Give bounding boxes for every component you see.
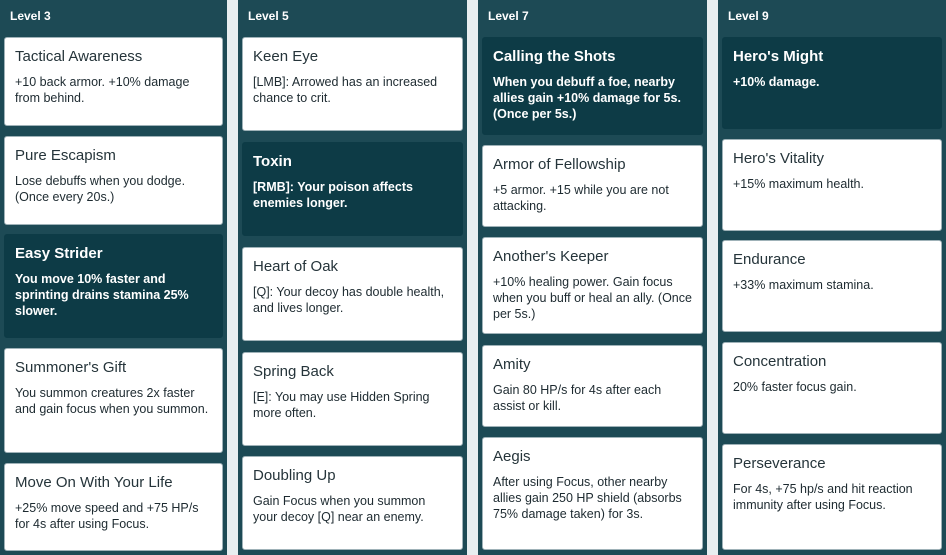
talent-card-tactical-awareness[interactable]: [4, 37, 223, 126]
talent-card-toxin[interactable]: [242, 142, 463, 236]
talent-card-heros-might[interactable]: [722, 37, 942, 129]
talent-card-endurance[interactable]: [722, 240, 942, 332]
talent-name: Toxin: [253, 153, 292, 170]
talent-description: +10 back armor. +10% damage from behind.: [15, 75, 190, 105]
level-column: [238, 0, 467, 555]
talent-description: +33% maximum stamina.: [733, 278, 874, 292]
talent-description: 20% faster focus gain.: [733, 380, 857, 394]
talent-description: [Q]: Your decoy has double health, and lives longer.: [253, 285, 445, 315]
talent-card-aegis[interactable]: [482, 437, 703, 550]
talent-description: [LMB]: Arrowed has an increased chance to crit.: [253, 75, 438, 105]
talent-name: Keen Eye: [253, 48, 319, 65]
talent-description: Gain 80 HP/s for 4s after each assist or kill.: [493, 383, 662, 413]
talent-card-doubling-up[interactable]: [242, 456, 463, 550]
talent-name: Armor of Fellowship: [493, 156, 626, 173]
talent-description: For 4s, +75 hp/s and hit reaction immunity after using Focus.: [733, 482, 913, 512]
talent-name: Pure Escapism: [15, 147, 116, 164]
talent-description: You summon creatures 2x faster and gain focus when you summon.: [15, 386, 209, 416]
talent-card-armor-of-fellowship[interactable]: [482, 145, 703, 227]
talent-name: Hero's Vitality: [733, 150, 824, 167]
talent-name: Hero's Might: [733, 48, 824, 65]
talent-card-anothers-keeper[interactable]: [482, 237, 703, 334]
talent-card-perseverance[interactable]: [722, 444, 942, 550]
talent-card-heart-of-oak[interactable]: [242, 247, 463, 341]
talent-description: You move 10% faster and sprinting drains stamina 25% slower.: [15, 272, 189, 318]
talent-card-keen-eye[interactable]: [242, 37, 463, 131]
talent-description: +10% damage.: [733, 75, 820, 89]
talent-card-summoners-gift[interactable]: [4, 348, 223, 453]
talent-name: Spring Back: [253, 363, 334, 380]
talent-name: Summoner's Gift: [15, 359, 127, 376]
talent-name: Amity: [493, 356, 531, 373]
talent-name: Endurance: [733, 251, 806, 268]
talent-name: Concentration: [733, 353, 827, 370]
talent-description: +15% maximum health.: [733, 177, 864, 191]
level-header: Level 7: [488, 9, 529, 23]
talent-description: After using Focus, other nearby allies gain 250 HP shield (absorbs 75% damage taken) for 3s.: [493, 475, 682, 521]
talent-description: +5 armor. +15 while you are not attacking.: [493, 183, 669, 213]
level-column: [0, 0, 227, 555]
talent-name: Tactical Awareness: [15, 48, 143, 65]
talent-description: Lose debuffs when you dodge. (Once every 20s.): [15, 174, 186, 204]
talent-card-move-on-with-your-life[interactable]: [4, 463, 223, 551]
talent-description: +25% move speed and +75 HP/s for 4s after using Focus.: [15, 501, 199, 531]
talent-name: Another's Keeper: [493, 248, 609, 265]
talent-card-heros-vitality[interactable]: [722, 139, 942, 231]
talent-card-easy-strider[interactable]: [4, 234, 223, 338]
talent-card-calling-the-shots[interactable]: [482, 37, 703, 135]
talent-name: Heart of Oak: [253, 258, 339, 275]
talent-description: +10% healing power. Gain focus when you buff or heal an ally. (Once per 5s.): [493, 275, 692, 321]
talent-name: Calling the Shots: [493, 48, 616, 65]
talent-card-pure-escapism[interactable]: [4, 136, 223, 225]
level-header: Level 5: [248, 9, 289, 23]
talent-description: [E]: You may use Hidden Spring more often.: [253, 390, 430, 420]
talent-description: Gain Focus when you summon your decoy [Q] near an enemy.: [253, 494, 426, 524]
level-header: Level 3: [10, 9, 51, 23]
talent-name: Easy Strider: [15, 245, 103, 262]
talent-name: Doubling Up: [253, 467, 336, 484]
level-column: [718, 0, 946, 555]
talent-description: [RMB]: Your poison affects enemies longer.: [253, 180, 413, 210]
talent-name: Aegis: [493, 448, 531, 465]
talent-name: Perseverance: [733, 455, 826, 472]
level-column: [478, 0, 707, 555]
talent-card-amity[interactable]: [482, 345, 703, 427]
level-header: Level 9: [728, 9, 769, 23]
talent-description: When you debuff a foe, nearby allies gain +10% damage for 5s. (Once per 5s.): [493, 75, 681, 121]
talent-card-concentration[interactable]: [722, 342, 942, 434]
talent-name: Move On With Your Life: [15, 474, 173, 491]
talent-card-spring-back[interactable]: [242, 352, 463, 446]
